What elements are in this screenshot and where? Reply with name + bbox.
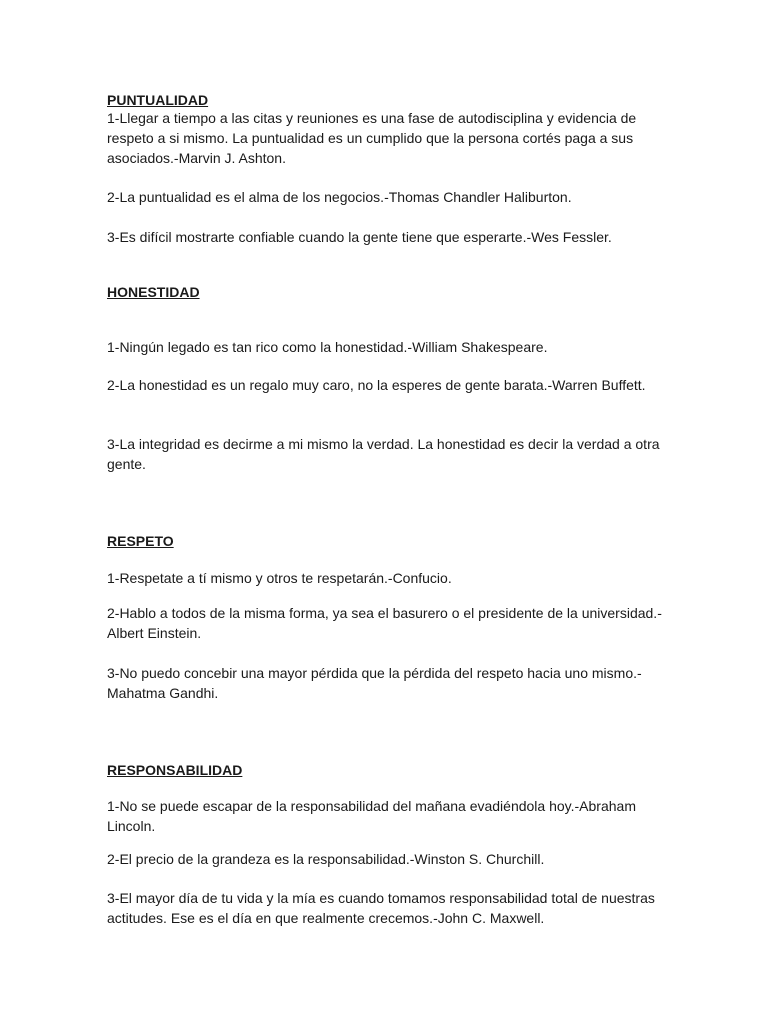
quote-honestidad-3: 3-La integridad es decirme a mi mismo la verdad. La honestidad es decir la verdad a otra gente. bbox=[107, 436, 660, 472]
section-heading-honestidad: HONESTIDAD bbox=[107, 284, 200, 300]
quote-responsabilidad-2: 2-El precio de la grandeza es la responsabilidad.-Winston S. Churchill. bbox=[107, 851, 545, 867]
quote-responsabilidad-3: 3-El mayor día de tu vida y la mía es cuando tomamos responsabilidad total de nuestras actitudes. Ese es el día en que realmente crecemos.-John C. Maxwell. bbox=[107, 890, 655, 926]
section-heading-puntualidad: PUNTUALIDAD bbox=[107, 92, 209, 108]
quote-respeto-2: 2-Hablo a todos de la misma forma, ya sea el basurero o el presidente de la universidad.-Albert Einstein. bbox=[107, 605, 662, 641]
quote-honestidad-2: 2-La honestidad es un regalo muy caro, no la esperes de gente barata.-Warren Buffett. bbox=[107, 377, 646, 393]
quote-honestidad-1: 1-Ningún legado es tan rico como la honestidad.-William Shakespeare. bbox=[107, 339, 548, 355]
quote-puntualidad-3: 3-Es difícil mostrarte confiable cuando la gente tiene que esperarte.-Wes Fessler. bbox=[107, 229, 612, 245]
quote-respeto-3: 3-No puedo concebir una mayor pérdida que la pérdida del respeto hacia uno mismo.-Mahatma Gandhi. bbox=[107, 665, 642, 701]
section-heading-responsabilidad: RESPONSABILIDAD bbox=[107, 762, 243, 778]
quote-puntualidad-2: 2-La puntualidad es el alma de los negocios.-Thomas Chandler Haliburton. bbox=[107, 189, 572, 205]
quote-puntualidad-1: 1-Llegar a tiempo a las citas y reuniones es una fase de autodisciplina y evidencia de respeto a si mismo. La puntualidad es un cumplido que la persona cortés paga a sus asociados.-Marvin J. Ashton. bbox=[107, 110, 637, 166]
section-heading-respeto: RESPETO bbox=[107, 533, 174, 549]
quote-responsabilidad-1: 1-No se puede escapar de la responsabilidad del mañana evadiéndola hoy.-Abraham Lincoln. bbox=[107, 798, 636, 834]
quote-respeto-1: 1-Respetate a tí mismo y otros te respetarán.-Confucio. bbox=[107, 570, 452, 586]
